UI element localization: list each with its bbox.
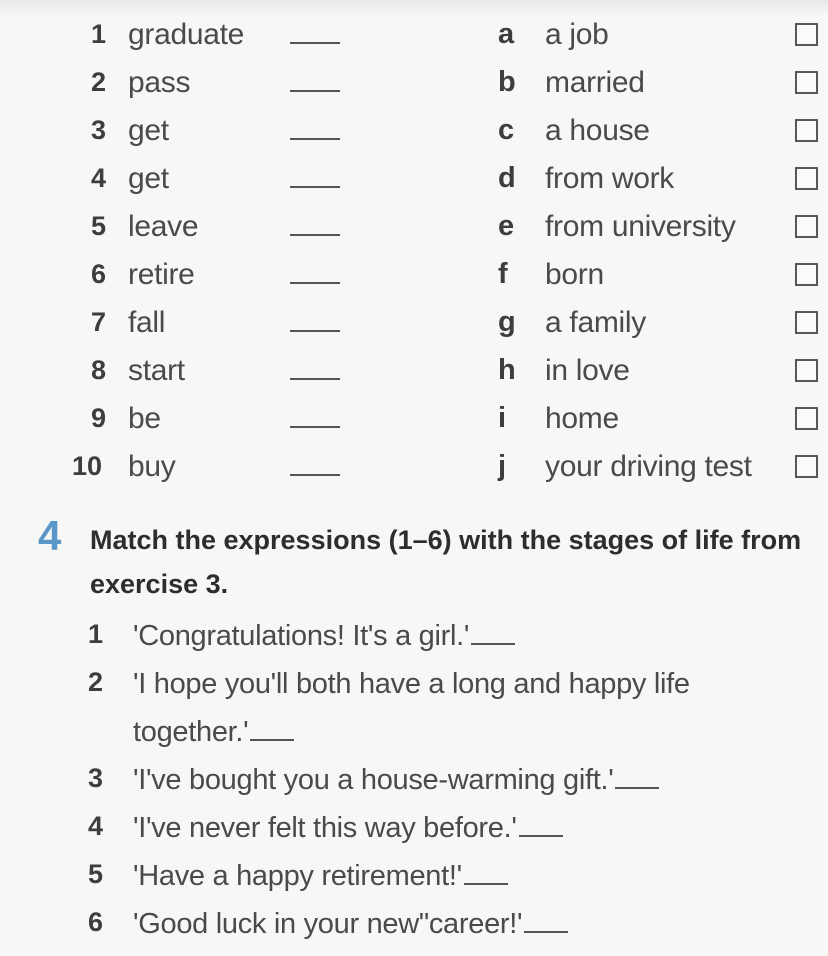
- answer-blank[interactable]: [290, 138, 340, 140]
- verb-text: buy: [128, 450, 176, 483]
- question-line: [133, 756, 773, 804]
- phrase-text: married: [545, 66, 645, 99]
- question-number: 2: [88, 667, 104, 697]
- phrase-text: born: [545, 258, 604, 291]
- match-row: [0, 300, 828, 348]
- question-text: 'I hope you'll both have a long and happy life together.': [133, 668, 690, 748]
- question-text: 'Congratulations! It's a girl.': [133, 620, 470, 652]
- answer-blank[interactable]: [464, 883, 508, 885]
- verb-text: start: [128, 354, 185, 387]
- answer-blank[interactable]: [290, 330, 340, 332]
- question-line: [133, 900, 773, 948]
- answer-checkbox[interactable]: [795, 311, 818, 334]
- question-number: 3: [88, 763, 104, 793]
- item-number: 1: [90, 19, 106, 49]
- item-number: 5: [90, 211, 106, 241]
- answer-blank[interactable]: [250, 739, 294, 741]
- item-number: 9: [90, 403, 106, 433]
- option-letter: d: [498, 162, 516, 194]
- option-letter: e: [498, 210, 515, 242]
- phrase-text: from university: [545, 210, 736, 243]
- question-number: 6: [88, 907, 104, 937]
- question-number: 5: [88, 859, 104, 889]
- option-letter: j: [498, 450, 507, 482]
- match-row: [0, 252, 828, 300]
- verb-text: be: [128, 402, 161, 435]
- question-line: [133, 804, 773, 852]
- match-row: [0, 204, 828, 252]
- question-line: [133, 660, 743, 756]
- answer-blank[interactable]: [471, 643, 515, 645]
- phrase-text: in love: [545, 354, 630, 387]
- option-letter: g: [498, 306, 516, 338]
- match-row: [0, 444, 828, 492]
- question-text: 'I've never felt this way before.': [133, 812, 517, 844]
- phrase-text: a family: [545, 306, 646, 339]
- match-row: [0, 348, 828, 396]
- item-number: 3: [90, 115, 106, 145]
- answer-checkbox[interactable]: [795, 71, 818, 94]
- item-number: 10: [71, 451, 102, 481]
- answer-checkbox[interactable]: [795, 455, 818, 478]
- answer-checkbox[interactable]: [795, 119, 818, 142]
- exercise-instruction: Match the expressions (1–6) with the stages of life from exercise 3.: [90, 525, 802, 599]
- match-row: [0, 60, 828, 108]
- phrase-text: your driving test: [545, 450, 752, 483]
- verb-text: retire: [128, 258, 195, 291]
- match-row: [0, 396, 828, 444]
- verb-text: graduate: [128, 18, 245, 51]
- answer-blank[interactable]: [290, 42, 340, 44]
- answer-checkbox[interactable]: [795, 263, 818, 286]
- option-letter: b: [498, 66, 516, 98]
- answer-blank[interactable]: [290, 282, 340, 284]
- question-text: 'Have a happy retirement!': [133, 860, 462, 892]
- answer-checkbox[interactable]: [795, 359, 818, 382]
- question-text: 'I've bought you a house-warming gift.': [133, 764, 614, 796]
- answer-blank[interactable]: [290, 474, 340, 476]
- option-letter: h: [498, 354, 516, 386]
- verb-text: get: [128, 162, 169, 195]
- answer-checkbox[interactable]: [795, 167, 818, 190]
- match-row: [0, 156, 828, 204]
- answer-blank[interactable]: [524, 931, 568, 933]
- phrase-text: from work: [545, 162, 674, 195]
- answer-checkbox[interactable]: [795, 407, 818, 430]
- phrase-text: home: [545, 402, 619, 435]
- option-letter: c: [498, 114, 515, 146]
- answer-blank[interactable]: [290, 234, 340, 236]
- option-letter: f: [498, 258, 508, 290]
- answer-blank[interactable]: [615, 787, 659, 789]
- phrase-text: a job: [545, 18, 609, 51]
- answer-blank[interactable]: [290, 426, 340, 428]
- answer-checkbox[interactable]: [795, 215, 818, 238]
- item-number: 7: [90, 307, 106, 337]
- match-row: [0, 108, 828, 156]
- exercise-number: 4: [38, 512, 62, 559]
- answer-blank[interactable]: [290, 186, 340, 188]
- phrase-text: a house: [545, 114, 650, 147]
- option-letter: a: [498, 18, 515, 50]
- item-number: 8: [90, 355, 106, 385]
- match-row: [0, 12, 828, 60]
- question-text: 'Good luck in your new"career!': [133, 908, 523, 940]
- verb-text: fall: [128, 306, 166, 339]
- answer-blank[interactable]: [290, 378, 340, 380]
- answer-blank[interactable]: [519, 835, 563, 837]
- item-number: 4: [90, 163, 106, 193]
- verb-text: get: [128, 114, 169, 147]
- item-number: 6: [90, 259, 106, 289]
- verb-text: leave: [128, 210, 199, 243]
- question-line: [133, 852, 773, 900]
- item-number: 2: [90, 67, 106, 97]
- question-number: 1: [88, 619, 104, 649]
- question-line: [133, 612, 773, 660]
- verb-text: pass: [128, 66, 191, 99]
- answer-blank[interactable]: [290, 90, 340, 92]
- option-letter: i: [498, 402, 507, 434]
- question-number: 4: [88, 811, 104, 841]
- answer-checkbox[interactable]: [795, 23, 818, 46]
